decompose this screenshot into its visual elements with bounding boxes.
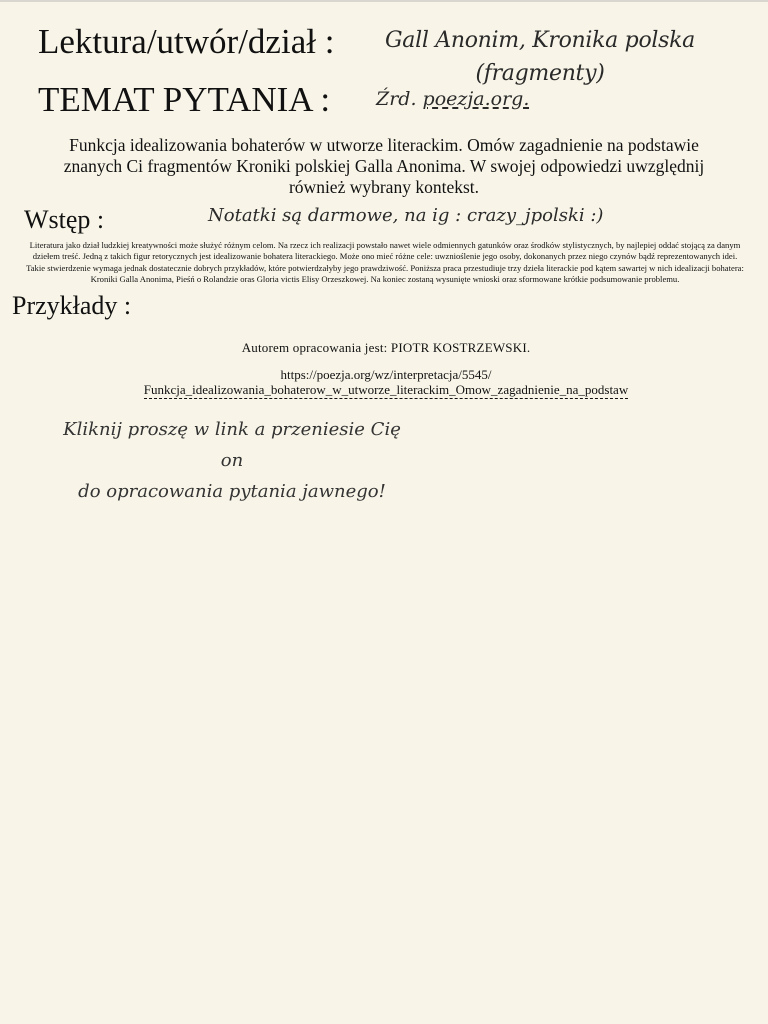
source-line	[376, 88, 529, 110]
cta-line2: do opracowania pytania jawnego!	[78, 481, 386, 502]
top-divider	[0, 0, 768, 2]
source-link[interactable]: poezja.org.	[422, 88, 530, 110]
link-line-1[interactable]: https://poezja.org/wz/interpretacja/5545/	[280, 367, 492, 382]
work-title-line1: Gall Anonim, Kronika polska	[385, 28, 695, 53]
question-text: Funkcja idealizowania bohaterów w utworze literackim. Omów zagadnienie na podstawie znanych Ci fragmentów Kroniki polskiej Galla Anonima. W swojej odpowiedzi uwzględnij również wybrany kontekst.	[63, 135, 705, 197]
examples-heading: Przykłady :	[12, 291, 132, 320]
notes-line: Notatki są darmowe, na ig : crazy_jpolski :)	[208, 205, 604, 226]
work-title-line2: (fragmenty)	[475, 61, 605, 86]
topic-label: TEMAT PYTANIA :	[38, 80, 331, 119]
source-prefix: Źrd.	[376, 88, 423, 110]
work-title	[380, 24, 700, 90]
call-to-action	[52, 414, 412, 507]
author-line: Autorem opracowania jest: PIOTR KOSTRZEWSKI.	[241, 340, 531, 355]
link-line-2[interactable]: Funkcja_idealizowania_bohaterow_w_utworze_literackim_Omow_zagadnienie_na_podstaw	[143, 382, 629, 397]
intro-heading: Wstęp :	[24, 205, 105, 234]
reading-label: Lektura/utwór/dział :	[38, 22, 335, 61]
study-link[interactable]	[100, 367, 672, 399]
intro-paragraph: Literatura jako dział ludzkiej kreatywności może służyć różnym celom. Na rzecz ich realizacji powstało nawet wiele odmiennych gatunków oraz środków stylistycznych, by najlepiej oddać stojącą za danym dziełem treść. Jedną z takich figur retorycznych jest idealizowanie bohatera literackiego. Może ono mieć różne cele: uwznioślenie jego osoby, dokonanych przez niego czynów bądź reprezentowanych idei. Takie stwierdzenie wymaga jednak dostatecznie dobrych przykładów, które potwierdzałyby jego prawdziwość. Poniższa praca przestudiuje trzy dzieła literackie pod kątem sawartej w nich idealizacji bohatera: Kroniki Galla Anonima, Pieśń o Rolandzie oras Gloria victis Elisy Orzeszkowej. Na koniec zostaną wysunięte wnioski oraz sformowane krótkie podsumowanie problemu.	[26, 240, 744, 284]
cta-line1: Kliknij proszę w link a przeniesie Cię on	[63, 419, 401, 471]
